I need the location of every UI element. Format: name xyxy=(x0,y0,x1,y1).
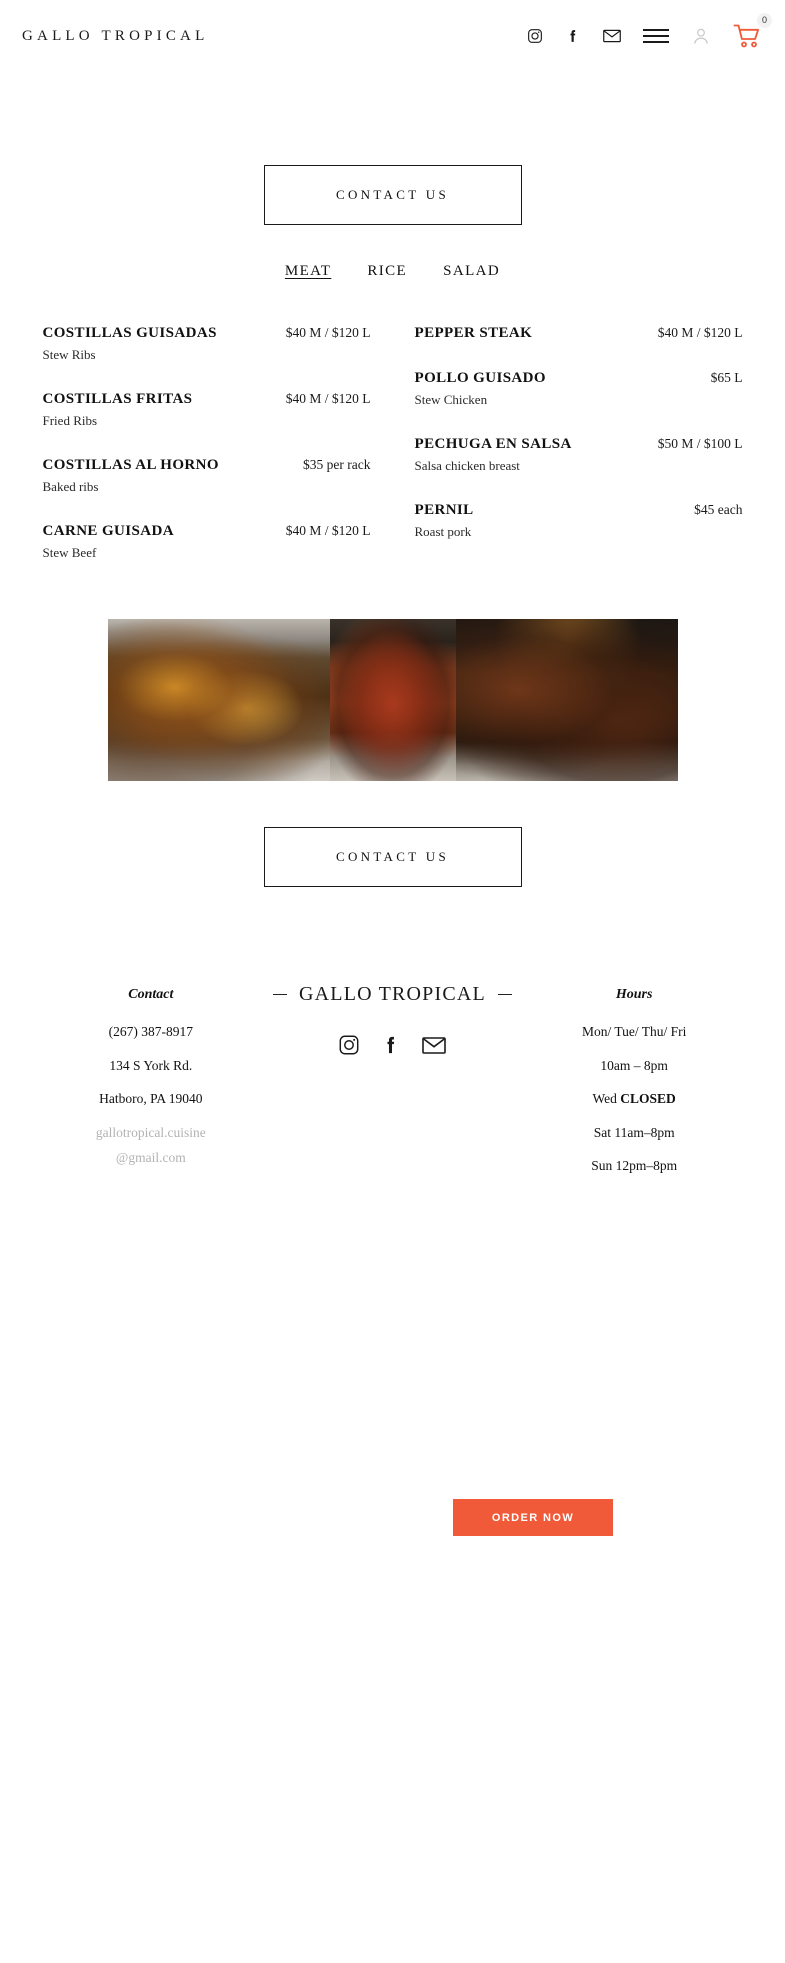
facebook-icon[interactable] xyxy=(380,1034,402,1056)
header-actions xyxy=(527,15,767,49)
menu-item xyxy=(415,325,743,342)
menu-item-name: COSTILLAS FRITAS xyxy=(42,391,193,407)
gallery-image-roast-pork xyxy=(330,619,456,781)
footer-contact-column xyxy=(30,987,272,1193)
menu-item xyxy=(43,523,371,561)
menu-list xyxy=(43,325,743,589)
email-icon[interactable] xyxy=(422,1036,446,1055)
menu-item xyxy=(415,436,743,474)
footer-hours-wed-status: CLOSED xyxy=(620,1091,676,1106)
footer-hours-line: 10am – 8pm xyxy=(600,1057,668,1073)
menu-item-price: $50 M / $100 L xyxy=(657,436,743,451)
menu-item-description: Roast pork xyxy=(414,524,472,539)
footer-hours-column xyxy=(513,987,755,1193)
menu-item-name: CARNE GUISADA xyxy=(42,523,174,539)
menu-item xyxy=(43,391,371,429)
divider-right xyxy=(498,994,512,995)
menu-item xyxy=(415,502,743,540)
menu-column-right xyxy=(415,325,743,589)
footer-hours-heading: Hours xyxy=(615,987,653,1002)
menu-item-description: Stew Chicken xyxy=(414,392,488,407)
menu-item xyxy=(43,457,371,495)
footer-logo: GALLO TROPICAL xyxy=(298,983,486,1005)
menu-item-description: Stew Beef xyxy=(42,545,97,560)
contact-us-button-top[interactable]: CONTACT US xyxy=(264,165,522,225)
hamburger-menu-icon[interactable] xyxy=(643,29,669,43)
menu-item-name: PECHUGA EN SALSA xyxy=(414,436,572,452)
brand-logo[interactable]: GALLO TROPICAL xyxy=(22,27,209,44)
menu-item xyxy=(43,325,371,363)
menu-category-tabs xyxy=(0,263,785,280)
footer-contact-heading: Contact xyxy=(128,987,174,1002)
tab-meat[interactable]: MEAT xyxy=(284,263,332,279)
footer-logo-row xyxy=(272,983,514,1006)
footer-address-line-1: 134 S York Rd. xyxy=(109,1057,193,1073)
menu-item-description: Baked ribs xyxy=(42,479,99,494)
footer-social-links xyxy=(272,1034,514,1056)
menu-item-price: $45 each xyxy=(694,502,743,517)
footer-hours-line: Sun 12pm–8pm xyxy=(591,1158,678,1173)
menu-item-price: $65 L xyxy=(710,370,743,385)
tab-rice[interactable]: RICE xyxy=(367,263,408,279)
footer-brand-column xyxy=(272,983,514,1193)
menu-item-description: Stew Ribs xyxy=(42,347,96,362)
footer-hours-line: Mon/ Tue/ Thu/ Fri xyxy=(581,1024,687,1039)
menu-item-price: $40 M / $120 L xyxy=(285,391,371,406)
gallery-image-stew-beef xyxy=(108,619,330,781)
footer-phone[interactable]: (267) 387-8917 xyxy=(108,1024,194,1039)
instagram-icon[interactable] xyxy=(527,28,543,44)
shopping-cart-icon[interactable] xyxy=(733,15,767,49)
facebook-icon[interactable] xyxy=(565,28,581,44)
menu-item-description: Salsa chicken breast xyxy=(414,458,520,473)
email-icon[interactable] xyxy=(603,29,621,43)
menu-item-price: $35 per rack xyxy=(303,457,371,472)
footer-hours-wed-label: Wed xyxy=(592,1091,621,1106)
contact-us-button-bottom[interactable]: CONTACT US xyxy=(264,827,522,887)
footer-hours-line-wed xyxy=(513,1092,755,1106)
menu-item xyxy=(415,370,743,408)
menu-item-description: Fried Ribs xyxy=(42,413,98,428)
footer-hours-line: Sat 11am–8pm xyxy=(593,1124,675,1140)
menu-item-name: COSTILLAS AL HORNO xyxy=(42,457,219,473)
account-icon[interactable] xyxy=(691,26,711,46)
site-header xyxy=(0,0,785,72)
gallery-image-baked-ribs xyxy=(456,619,678,781)
menu-item-name: PERNIL xyxy=(414,502,474,518)
order-now-button[interactable]: ORDER NOW xyxy=(453,1499,613,1536)
cart-count-badge: 0 xyxy=(757,13,772,28)
menu-item-price: $40 M / $120 L xyxy=(285,325,371,340)
menu-item-name: PEPPER STEAK xyxy=(414,325,533,341)
food-photo-gallery xyxy=(108,619,678,781)
instagram-icon[interactable] xyxy=(338,1034,360,1056)
tab-salad[interactable]: SALAD xyxy=(443,263,501,279)
site-footer xyxy=(0,983,785,1193)
menu-item-price: $40 M / $120 L xyxy=(285,523,371,538)
footer-email-line-2[interactable]: @gmail.com xyxy=(115,1150,186,1165)
footer-address-line-2: Hatboro, PA 19040 xyxy=(99,1091,203,1106)
menu-item-name: COSTILLAS GUISADAS xyxy=(42,325,217,341)
footer-email-line-1[interactable]: gallotropical.cuisine xyxy=(95,1124,206,1140)
menu-column-left xyxy=(43,325,371,589)
menu-item-name: POLLO GUISADO xyxy=(414,370,546,386)
divider-left xyxy=(273,994,287,995)
menu-item-price: $40 M / $120 L xyxy=(657,325,743,340)
